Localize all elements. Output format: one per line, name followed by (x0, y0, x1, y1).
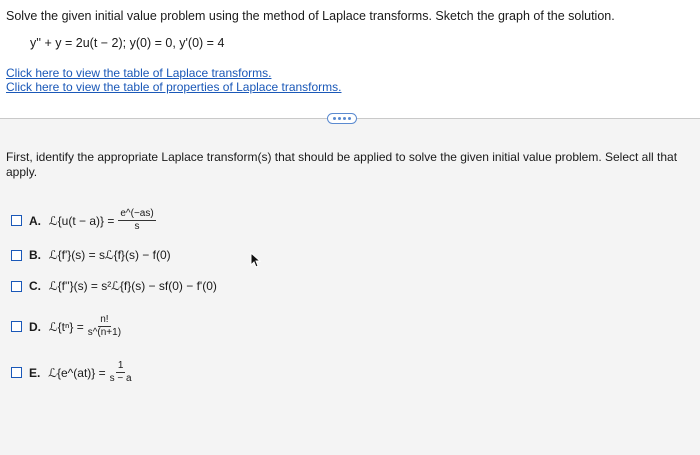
option-d-checkbox[interactable] (11, 321, 22, 332)
laplace-properties-link[interactable]: Click here to view the table of properties of Laplace transforms. (6, 80, 342, 94)
option-d-fraction (88, 314, 121, 339)
option-d-lhs: ℒ{tⁿ} = (49, 319, 84, 334)
mouse-cursor-icon (250, 252, 262, 268)
option-e-numerator: 1 (117, 360, 124, 371)
option-d-numerator: n! (100, 314, 109, 325)
equation: y'' + y = 2u(t − 2); y(0) = 0, y'(0) = 4 (30, 36, 225, 50)
option-c[interactable] (11, 279, 217, 293)
option-d-letter: D. (29, 319, 41, 334)
option-b-letter: B. (29, 248, 41, 262)
expand-button[interactable] (327, 113, 357, 124)
option-b[interactable] (11, 248, 171, 262)
option-a-lhs: ℒ{u(t − a)} = (49, 213, 115, 228)
question-text: Solve the given initial value problem using the method of Laplace transforms. Sketch the graph of the solution. (6, 9, 615, 23)
option-a-denominator: s (134, 221, 140, 232)
laplace-table-link[interactable]: Click here to view the table of Laplace transforms. (6, 66, 272, 80)
option-a[interactable] (11, 208, 156, 233)
option-a-checkbox[interactable] (11, 215, 22, 226)
option-a-numerator: e^(−as) (120, 208, 154, 219)
option-c-checkbox[interactable] (11, 281, 22, 292)
option-c-letter: C. (29, 279, 41, 293)
option-e-checkbox[interactable] (11, 367, 22, 378)
option-e-letter: E. (29, 365, 41, 380)
option-e-lhs: ℒ{e^(at)} = (48, 365, 106, 380)
option-e-denominator: s − a (109, 373, 132, 384)
option-b-checkbox[interactable] (11, 250, 22, 261)
option-a-letter: A. (29, 213, 41, 228)
option-c-lhs: ℒ{f''}(s) = s²ℒ{f}(s) − sf(0) − f'(0) (49, 279, 217, 293)
option-a-fraction (118, 208, 155, 233)
option-d[interactable] (11, 314, 121, 339)
instruction-text: First, identify the appropriate Laplace transform(s) that should be applied to solve the given initial value problem. Select all that apply. (6, 150, 678, 179)
option-d-denominator: s^(n+1) (87, 327, 122, 338)
option-e-fraction (110, 360, 132, 385)
option-e[interactable] (11, 360, 132, 385)
option-b-lhs: ℒ{f'}(s) = sℒ{f}(s) − f(0) (49, 248, 171, 262)
